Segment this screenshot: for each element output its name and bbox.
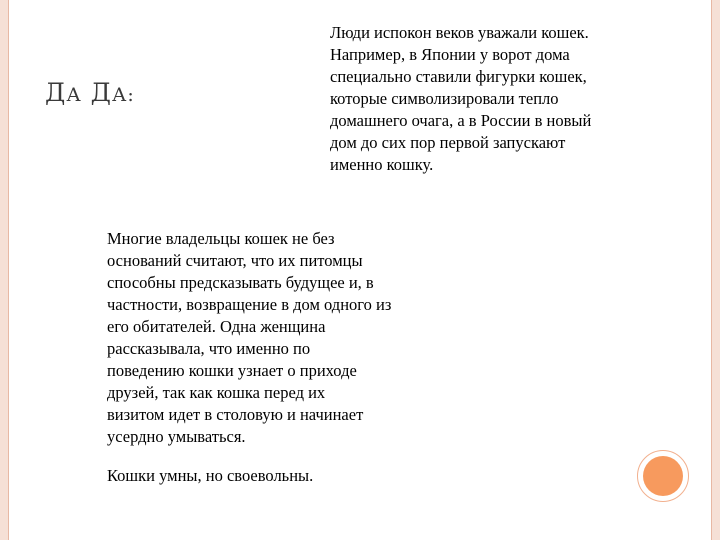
paragraph-top-right [330, 22, 591, 176]
paragraph-line: Кошки умны, но своевольны. [107, 466, 314, 485]
slide-title [45, 78, 135, 107]
paragraph-line: усердно умываться. [107, 427, 246, 446]
paragraph-line: дом до сих пор первой запускают [330, 133, 566, 152]
paragraph-closing [107, 465, 313, 487]
paragraph-line: рассказывала, что именно по [107, 339, 311, 358]
paragraph-line: способны предсказывать будущее и, в [107, 273, 374, 292]
paragraph-line: Многие владельцы кошек не без [107, 229, 335, 248]
paragraph-main [107, 228, 391, 448]
paragraph-line: специально ставили фигурки кошек, [330, 67, 587, 86]
paragraph-line: друзей, так как кошка перед их [107, 383, 326, 402]
paragraph-line: частности, возвращение в дом одного из [107, 295, 392, 314]
paragraph-line: визитом идет в столовую и начинает [107, 405, 364, 424]
title-word-1-cap: Д [45, 78, 67, 107]
title-word-2-rest: А: [112, 84, 135, 106]
slide [8, 0, 712, 540]
paragraph-line: оснований считают, что их питомцы [107, 251, 363, 270]
title-word-2-cap: Д [90, 78, 112, 107]
paragraph-line: его обитателей. Одна женщина [107, 317, 326, 336]
paragraph-line: именно кошку. [330, 155, 434, 174]
paragraph-line: поведению кошки узнает о приходе [107, 361, 357, 380]
paragraph-line: которые символизировали тепло [330, 89, 559, 108]
decorative-circle-inner [643, 456, 683, 496]
paragraph-line: домашнего очага, а в России в новый [330, 111, 592, 130]
title-word-1-rest: А [66, 84, 82, 106]
paragraph-line: Люди испокон веков уважали кошек. [330, 23, 589, 42]
paragraph-line: Например, в Японии у ворот дома [330, 45, 570, 64]
